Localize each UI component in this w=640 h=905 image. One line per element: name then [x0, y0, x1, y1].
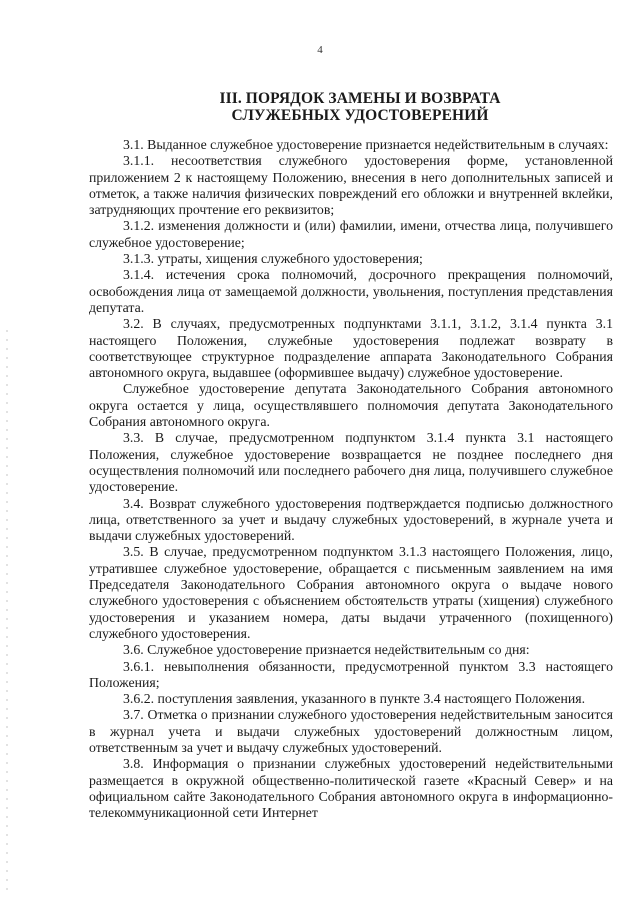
section-heading [80, 90, 640, 124]
paragraph-3-2: 3.2. В случаях, предусмотренных подпунктами 3.1.1, 3.1.2, 3.1.4 пункта 3.1 настоящего Положения, служебные удостоверения подлежат возврату в соответствующее структурное подразделение аппарата Законодательного Собрания автономного округа, выдавшее (оформившее выдачу) служебное удостоверение. [89, 316, 613, 381]
paragraph-3-3: 3.3. В случае, предусмотренном подпунктом 3.1.4 пункта 3.1 настоящего Положения, служебное удостоверение возвращается не позднее последнего дня осуществления полномочий или последнего рабочего дня лица, получившего служебное удостоверение. [89, 430, 613, 495]
paragraph-3-6-1: 3.6.1. невыполнения обязанности, предусмотренной пунктом 3.3 настоящего Положения; [89, 658, 613, 690]
paragraph-3-6: 3.6. Служебное удостоверение признается недействительным со дня: [123, 642, 530, 658]
paragraph-3-1-4: 3.1.4. истечения срока полномочий, досрочного прекращения полномочий, освобождения лица от замещаемой должности, увольнения, поступления представления депутата. [89, 267, 613, 315]
section-heading-line-2: СЛУЖЕБНЫХ УДОСТОВЕРЕНИЙ [231, 107, 489, 124]
paragraph-3-1-2: 3.1.2. изменения должности и (или) фамилии, имени, отчества лица, получившего служебное удостоверение; [89, 218, 613, 250]
page-number: 4 [317, 44, 323, 56]
paragraph-3-5: 3.5. В случае, предусмотренном подпунктом 3.1.3 настоящего Положения, лицо, утратившее служебное удостоверение, обращается с письменным заявлением на имя Председателя Законодательного Собрания автономного округа о выдаче нового служебного удостоверения с объяснением обстоятельств утраты (хищения) служебного удостоверения и указанием номера, даты выдачи утраченного (похищенного) служебного удостоверения. [89, 544, 613, 641]
document-body [89, 137, 613, 821]
paragraph-3-6-2: 3.6.2. поступления заявления, указанного в пункте 3.4 настоящего Положения. [123, 691, 586, 707]
paragraph-3-1-3: 3.1.3. утраты, хищения служебного удостоверения; [123, 251, 423, 267]
section-heading-line-1: III. ПОРЯДОК ЗАМЕНЫ И ВОЗВРАТА [219, 90, 501, 107]
paragraph-3-1-1: 3.1.1. несоответствия служебного удостоверения форме, установленной приложением 2 к настоящему Положению, внесения в него дополнительных записей и отметок, а также наличия физических повреждений его обложки и внутренней вклейки, затрудняющих прочтение его реквизитов; [89, 153, 613, 218]
paragraph-deputy-certificate: Служебное удостоверение депутата Законодательного Собрания автономного округа остается у лица, осуществлявшего полномочия депутата Законодательного Собрания автономного округа. [89, 381, 613, 430]
scan-margin-artifact [6, 330, 8, 890]
paragraph-3-4: 3.4. Возврат служебного удостоверения подтверждается подписью должностного лица, ответственного за учет и выдачу служебных удостоверений, в журнале учета и выдачи служебных удостоверений. [89, 495, 613, 544]
paragraph-3-8: 3.8. Информация о признании служебных удостоверений недействительными размещается в окружной общественно-политической газете «Красный Север» и на официальном сайте Законодательного Собрания автономного округа в информационно-телекоммуникационной сети Интернет [89, 756, 613, 821]
paragraph-3-1: 3.1. Выданное служебное удостоверение признается недействительным в случаях: [123, 137, 609, 152]
paragraph-3-7: 3.7. Отметка о признании служебного удостоверения недействительным заносится в журнал учета и выдачи служебных удостоверений должностным лицом, ответственным за учет и выдачу служебных удостоверений. [89, 707, 613, 755]
